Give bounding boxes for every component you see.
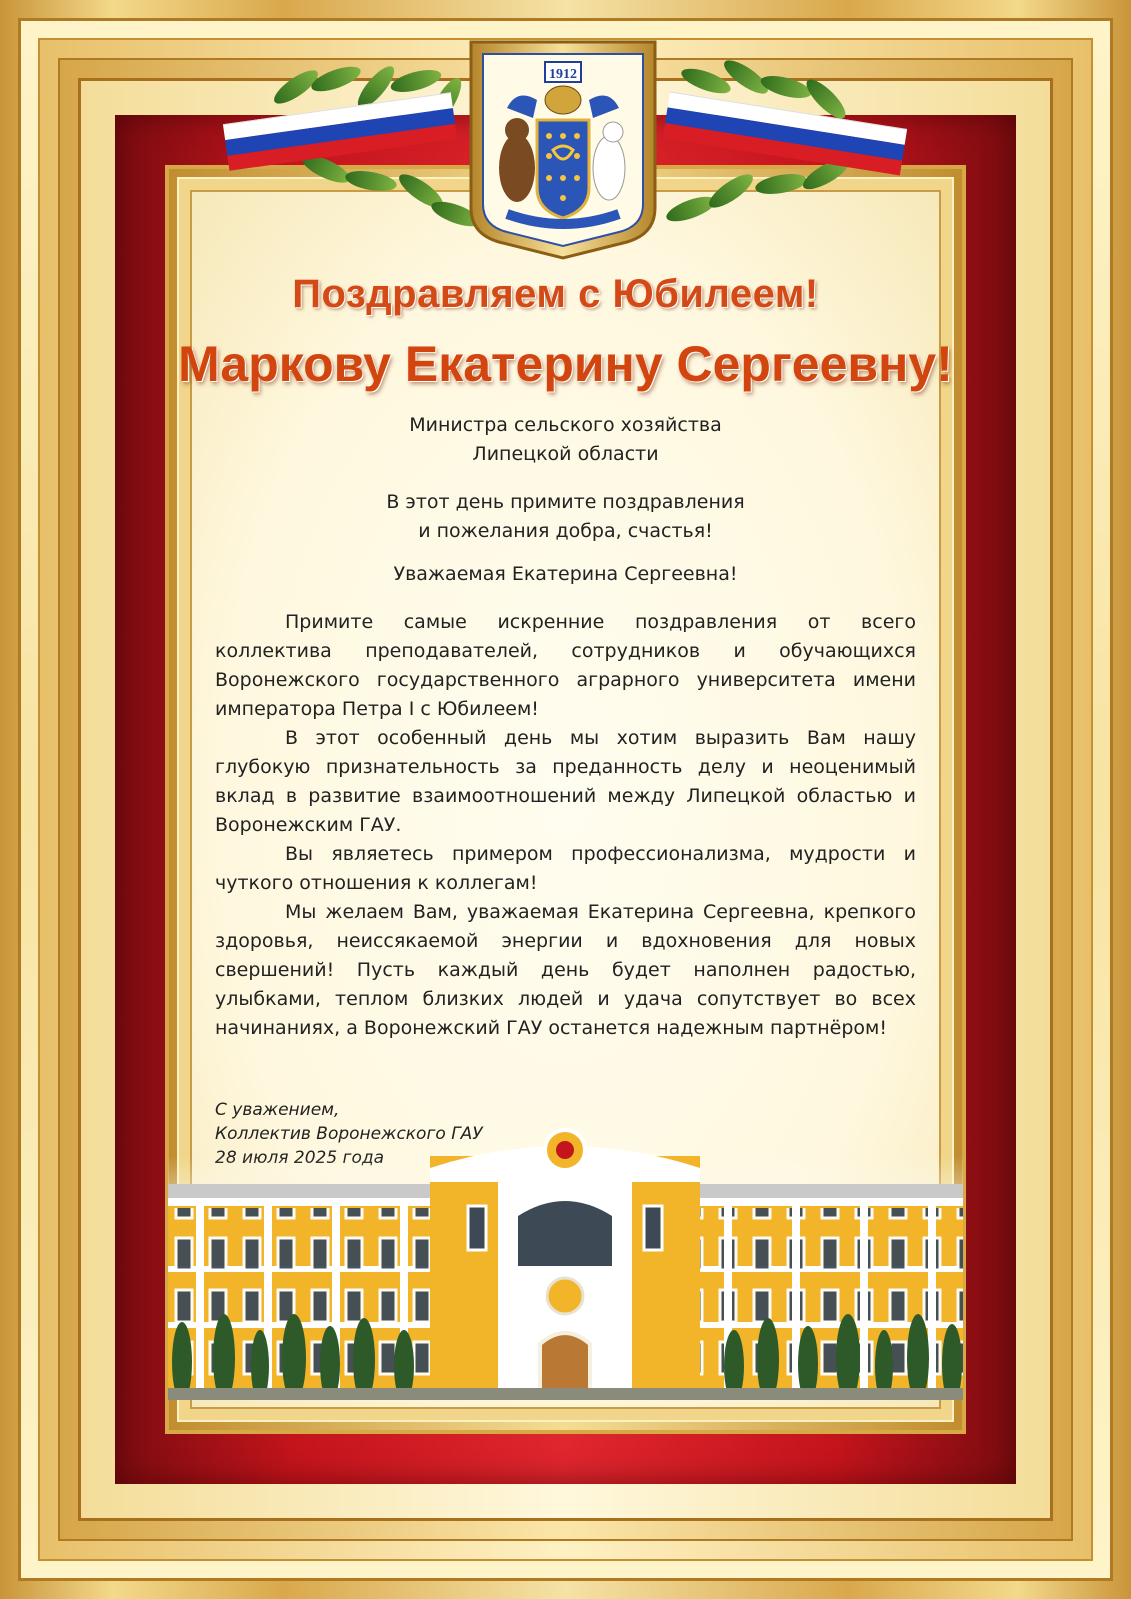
greeting: Уважаемая Екатерина Сергеевна! [393, 563, 738, 585]
wish-line: и пожелания добра, счастья! [418, 520, 713, 542]
paragraph: Примите самые искренние поздравления от всего коллектива преподавателей, сотрудников и обучающихся Воронежского государственного аграрного университета имени императора Петра I с Юбилеем! [215, 611, 916, 720]
paragraph: Мы желаем Вам, уважаемая Екатерина Сергеевна, крепкого здоровья, неиссякаемой энергии и вдохновения для новых свершений! Пусть каждый день будет наполнен радостью, улыбками, теплом близких людей и удача сопутствует во всех начинаниях, а Воронежский ГАУ останется надежным партнёром! [215, 901, 916, 1039]
letter-body [215, 608, 916, 1043]
university-coat-of-arms-icon [467, 38, 659, 260]
congratulations-title: Поздравляем с Юбилеем! [292, 272, 819, 316]
signature-from: Коллектив Воронежского ГАУ [215, 1124, 483, 1144]
university-building-image [168, 1126, 963, 1400]
position-block [200, 411, 931, 469]
wish-line: В этот день примите поздравления [386, 491, 745, 513]
paragraph: Вы являетесь примером профессионализма, мудрости и чуткого отношения к коллегам! [215, 843, 916, 894]
wish-block [200, 488, 931, 546]
position-line: Липецкой области [472, 443, 659, 465]
signature-closing: С уважением, [215, 1100, 340, 1120]
position-line: Министра сельского хозяйства [409, 414, 722, 436]
recipient-name: Маркову Екатерину Сергеевну! [178, 336, 953, 392]
paragraph: В этот особенный день мы хотим выразить Вам нашу глубокую признательность за преданность делу и неоценимый вклад в развитие взаимоотношений между Липецкой областью и Воронежским ГАУ. [215, 727, 916, 836]
crest-year: 1912 [549, 67, 577, 82]
